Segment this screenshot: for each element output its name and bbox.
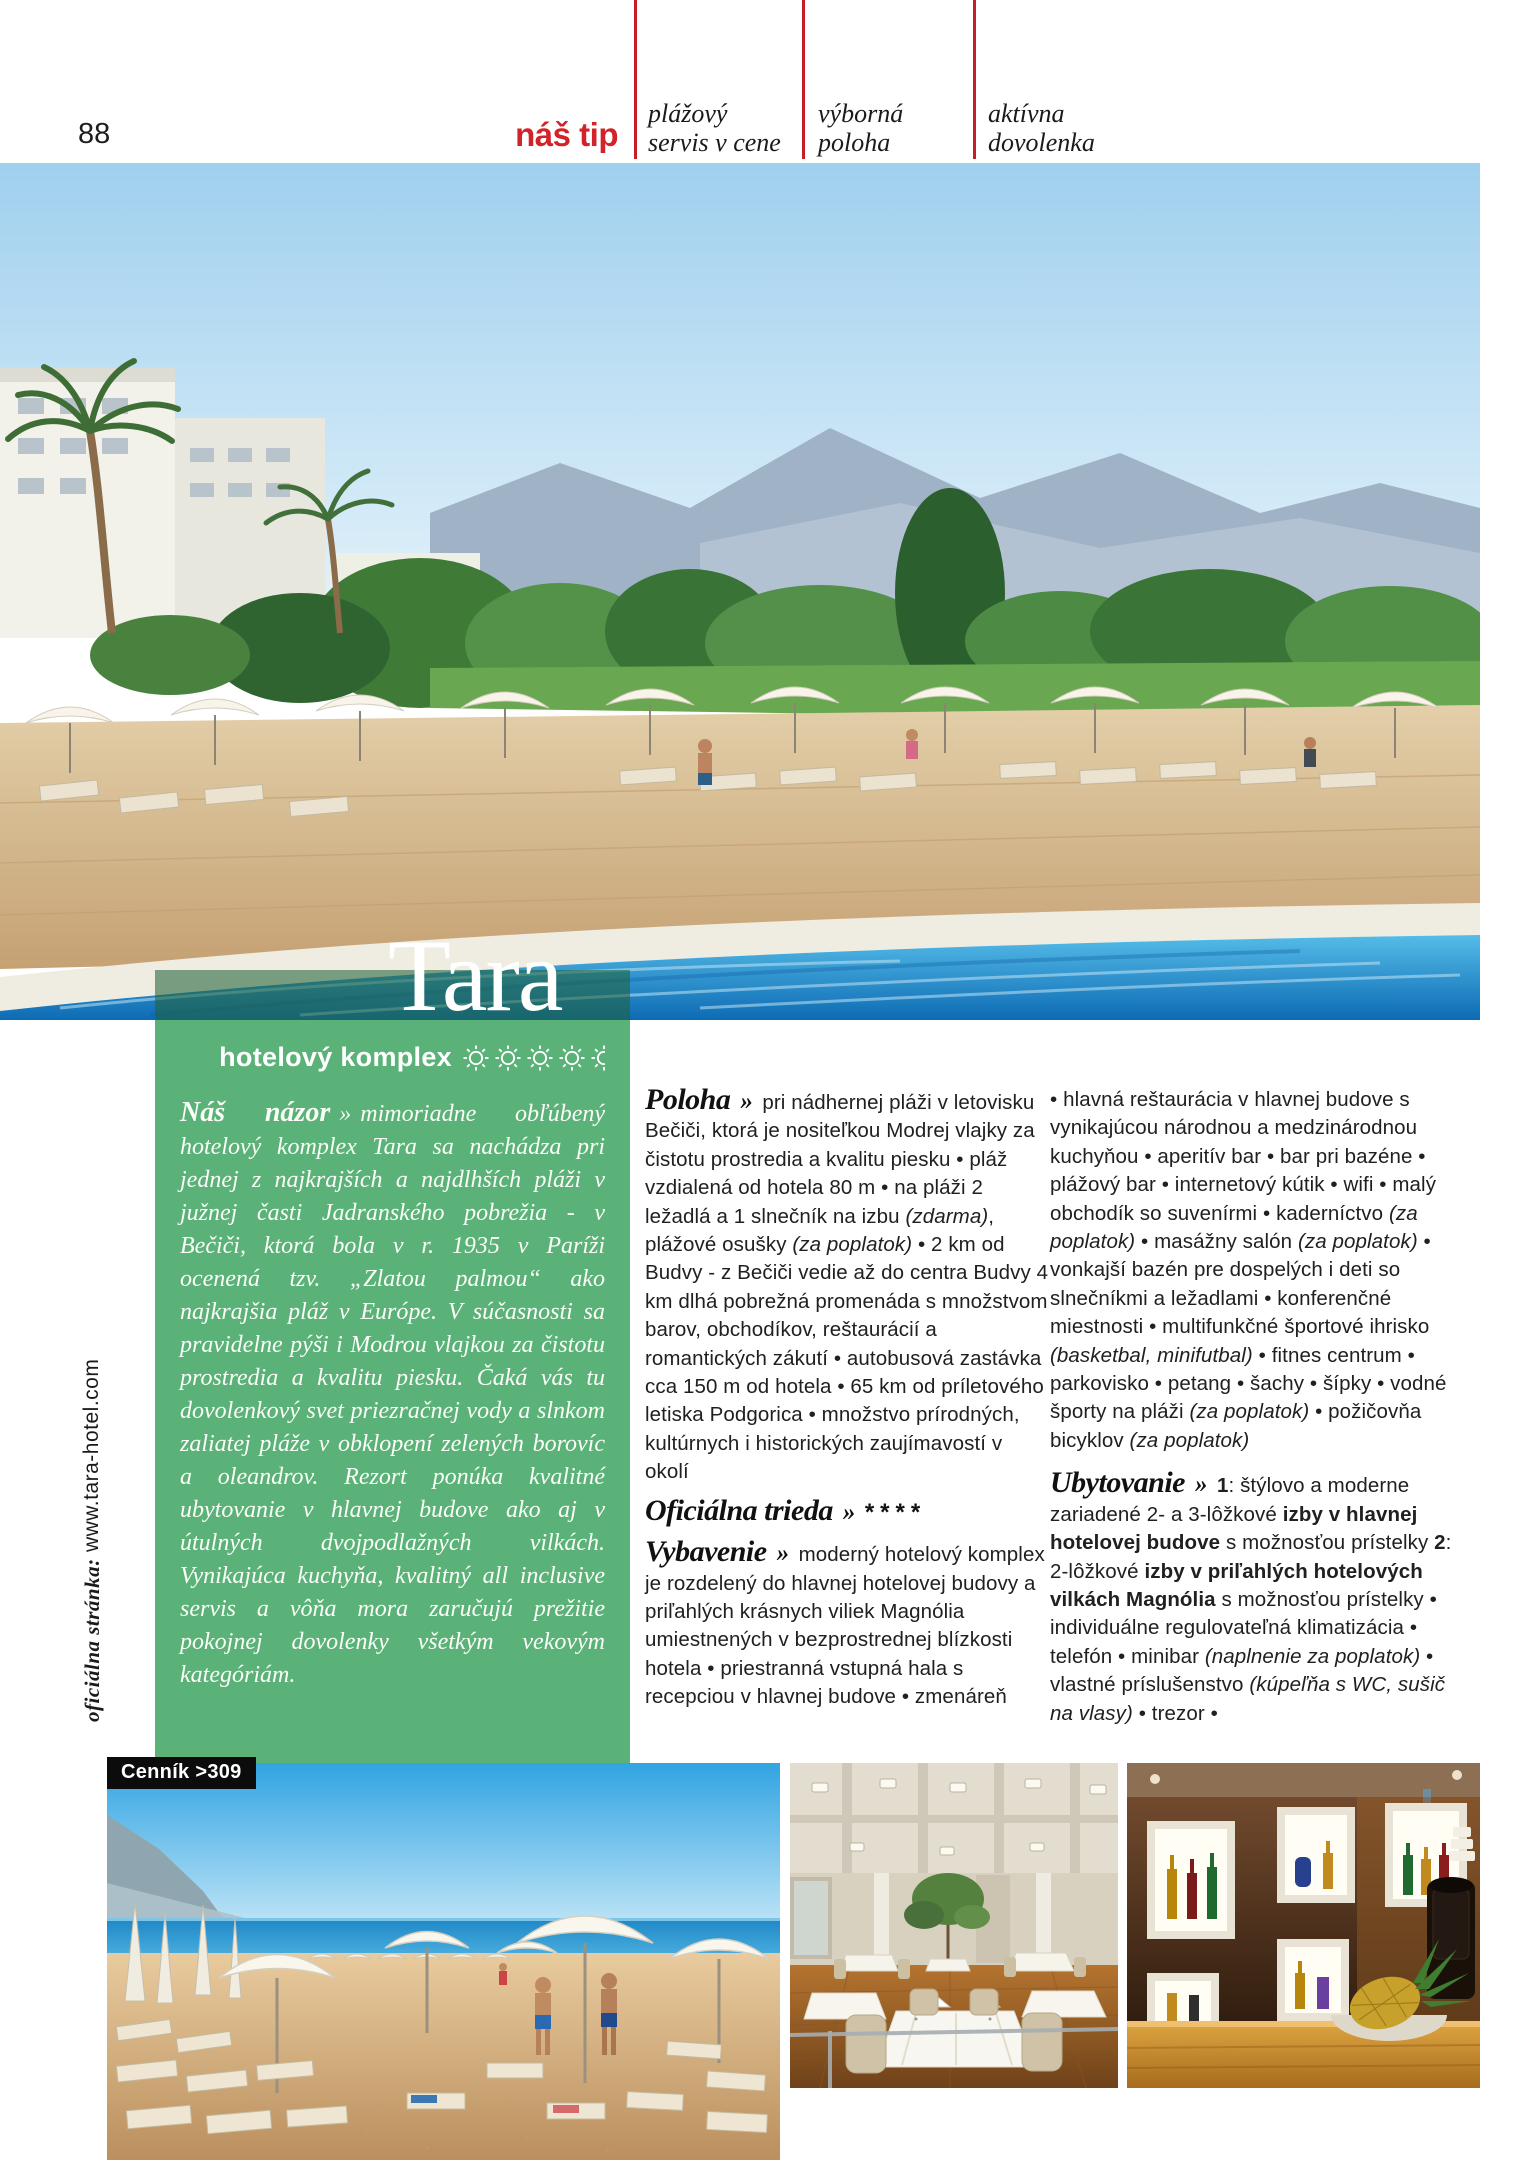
star-rating: **** (864, 1498, 927, 1526)
arrow-glyph: » (776, 1540, 789, 1568)
facilities-body: • hlavná reštaurácia v hlavnej budove s vynikajúcou národnou a medzinárodnou kuchyňou • aperitív bar • bar pri bazéne • plážový bar • internetový kútik • wifi • malý obchodík so suvenírmi • kaderníctvo (za poplatok) • masážny salón (za poplatok) • vonkajší bazén pre dospelých i deti so slnečníkmi a ležadlami • konferenčné miestnosti • multifunkčné športové ihrisko (basketbal, minifutbal) • fitnes centrum • parkovisko • petang • šachy • šípky • vodné športy na pláži (za poplatok) • požičovňa bicyklov (za poplatok) (1050, 1088, 1447, 1452)
equipment-paragraph (645, 1535, 1049, 1711)
official-website (80, 1280, 118, 1722)
opinion-paragraph (180, 1096, 605, 1692)
official-class-title: Oficiálna trieda (645, 1493, 833, 1527)
sun-icon (526, 1044, 554, 1072)
feature-tag-location (818, 99, 903, 157)
location-paragraph (645, 1083, 1049, 1487)
equipment-body: moderný hotelový komplex je rozdelený do hlavnej hotelovej budovy a priľahlých krásnych viliek Magnólia umiestnených v bezprostrednej blízkosti hotela • priestranná vstupná hala s recepciou v hlavnej budove • zmenáreň (645, 1543, 1045, 1709)
opinion-title: Náš názor (180, 1097, 331, 1128)
sun-icon (462, 1044, 490, 1072)
equipment-title: Vybavenie (645, 1535, 767, 1569)
opinion-box (155, 1020, 630, 1763)
location-title: Poloha (645, 1083, 731, 1116)
feature-tag-line: aktívna (988, 99, 1065, 128)
bar-photo (1127, 1763, 1480, 2088)
location-body: pri nádhernej pláži v letovisku Bečiči, ktorá je nositeľkou Modrej vlajky za čistotu prostredia a kvalitu piesku • pláž vzdialená od hotela 80 m • na pláži 2 ležadlá a 1 slnečník na izbu (zdarma), plážové osušky (za poplatok) • 2 km od Budvy - z Bečiči vedie až do centra Budvy 4 km dlhá pobrežná promenáda s množstvom barov, obchodíkov, reštaurácií a romantických zákutí • autobusová zastávka cca 150 m od hotela • 65 km od príletového letiska Podgorica • množstvo prírodných, kultúrnych i historických zaujímavostí v okolí (645, 1091, 1049, 1484)
feature-tag-active-holiday (988, 99, 1095, 157)
sun-rating (462, 1044, 605, 1072)
arrow-glyph: » (339, 1101, 352, 1127)
header-divider-line (973, 0, 976, 159)
official-class-line (645, 1493, 1049, 1528)
restaurant-photo (790, 1763, 1118, 2088)
accommodation-title: Ubytovanie (1050, 1466, 1185, 1500)
arrow-glyph: » (1194, 1471, 1207, 1499)
column-location (645, 1083, 1049, 1722)
arrow-glyph: » (842, 1498, 855, 1526)
sun-icon (590, 1044, 605, 1072)
hotel-category-label: hotelový komplex (219, 1042, 452, 1072)
sun-icon (494, 1044, 522, 1072)
beach-photo (107, 1763, 780, 2160)
feature-tag-line: plážový (648, 99, 728, 128)
header-divider-line (634, 0, 637, 159)
official-website-label: oficiálna stránka: (80, 1558, 104, 1722)
feature-tag-line: dovolenka (988, 128, 1095, 157)
hotel-name: Tara (388, 919, 562, 1033)
header-divider-line (802, 0, 805, 159)
sun-icon (558, 1044, 586, 1072)
feature-tag-line: výborná (818, 99, 904, 128)
facilities-paragraph (1050, 1086, 1468, 1455)
arrow-glyph: » (740, 1088, 753, 1115)
column-facilities (1050, 1086, 1468, 1738)
accommodation-paragraph (1050, 1466, 1468, 1728)
main-pool-photo (0, 163, 1480, 1020)
page-number: 88 (78, 118, 111, 150)
accommodation-body: 1: štýlovo a moderne zariadené 2- a 3-lôžkové izby v hlavnej hotelovej budove s možnosťou prístelky 2: 2-lôžkové izby v priľahlých hotelových vilkách Magnólia s možnosťou prístelky • individuálne regulovateľná klimatizácia • telefón • minibar (naplnenie za poplatok) • vlastné príslušenstvo (kúpeľňa s WC, sušič na vlasy) • trezor • (1050, 1474, 1452, 1725)
feature-tag-beach-service (648, 99, 781, 157)
our-tip-label: náš tip (515, 116, 618, 153)
opinion-body: mimoriadne obľúbený hotelový komplex Tara sa nachádza pri jednej z najkrajších a najdlhších pláži v južnej časti Jadranského pobrežia - v Bečiči, ktorá bola v r. 1935 v Paríži ocenená tzv. „Zlatou palmou“ ako najkrajšia pláž v Európe. V súčasnosti sa pravidelne pýši i Modrou vlajkou za čistotu prostredia a kvalitu piesku. Čaká vás tu dovolenkový svet priezračnej vody a slnkom zaliatej pláže v obklopení zelených borovíc a oleandrov. Rezort ponúka kvalitné ubytovanie v hlavnej budove ako aj v útulných dvojpodlažných vilkách. Vynikajúca kuchyňa, kvalitný all inclusive servis a vôňa mora zaručujú prežitie pokojnej dovolenky všetkým vekovým kategóriám. (180, 1101, 606, 1688)
hotel-category-row (219, 1042, 605, 1073)
feature-tag-line: servis v cene (648, 128, 781, 157)
feature-tag-line: poloha (818, 128, 891, 157)
pricelist-link: Cenník >309 (107, 1757, 256, 1789)
official-website-url: www.tara-hotel.com (80, 1358, 103, 1553)
